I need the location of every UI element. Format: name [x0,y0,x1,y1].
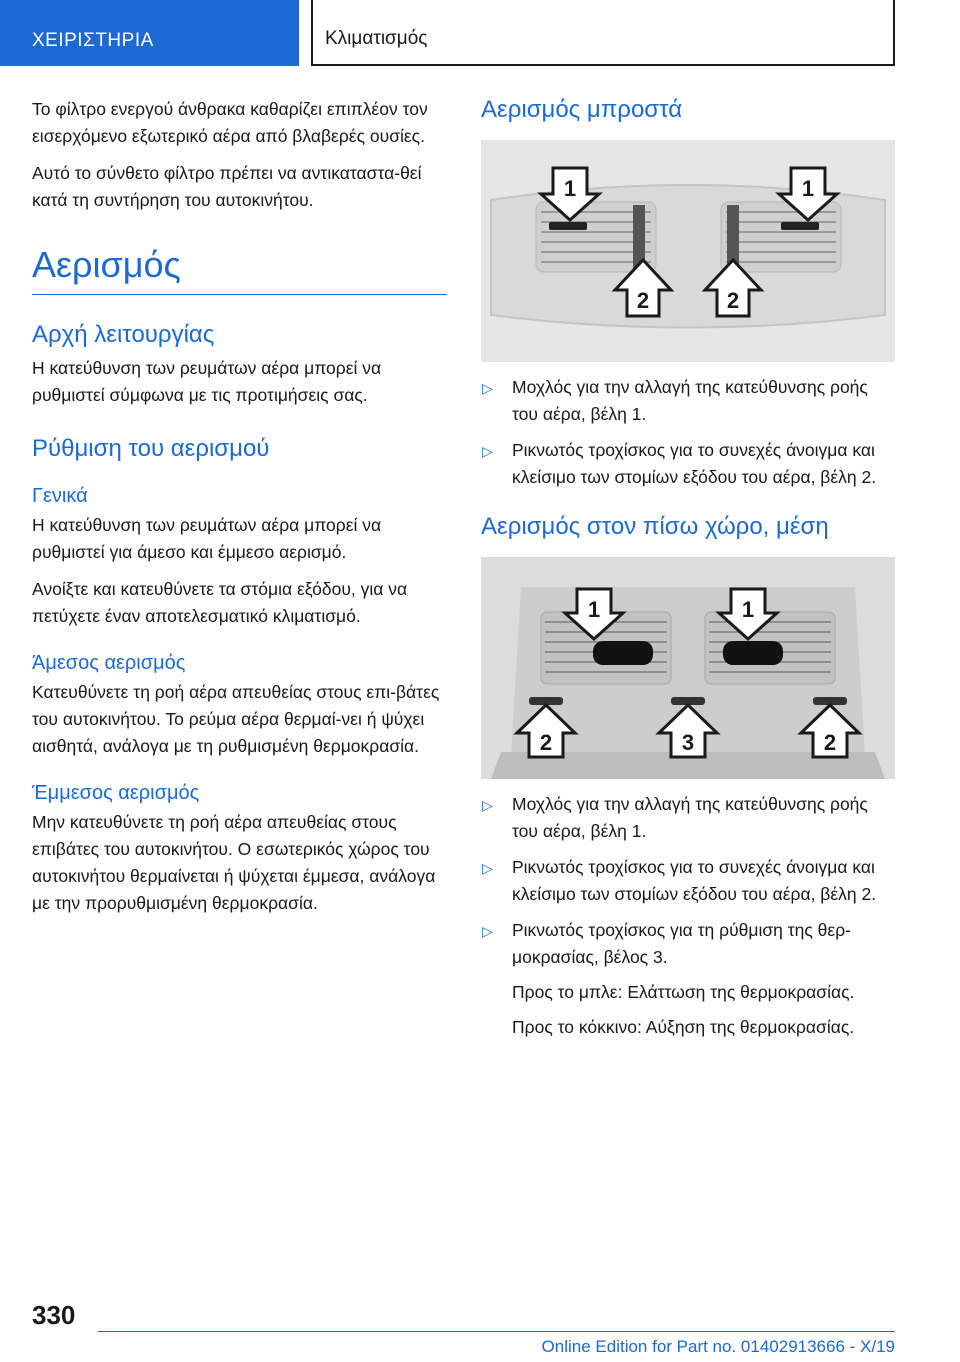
triangle-bullet-icon: ▷ [482,923,493,939]
intro-paragraph-1: Το φίλτρο ενεργού άνθρακα καθαρίζει επιπλέον τον εισερχόμενο εξωτερικό αέρα από βλαβερές ουσίες. [32,99,428,146]
page-header [0,0,960,66]
indirect-text: Μην κατευθύνετε τη ροή αέρα απευθείας στους επιβάτες του αυτοκινήτου. Ο εσωτερικός χώρος του αυτοκινήτου θερμαίνεται ή ψύχεται έμμεσα, ανάλογα με την προρυθμισμένη θερμοκρασία. [32,812,436,913]
chapter-tab: Κλιματισμός [311,0,895,66]
callout-label-1-right: 1 [741,597,755,622]
intro-paragraph-2: Αυτό το σύνθετο φίλτρο πρέπει να αντικαταστα-θεί κατά τη συντήρηση του αυτοκινήτου. [32,163,422,210]
left-vent [536,202,656,272]
right-vent [721,202,841,272]
list-item: ▷ Ρικνωτός τροχίσκος για το συνεχές άνοιγμα και κλείσιμο των στομίων εξόδου του αέρα, βέλη 2. [482,440,877,487]
temperature-increase-note: Προς το κόκκινο: Αύξηση της θερμοκρασίας. [512,1017,855,1037]
callout-label-1-left: 1 [563,176,577,201]
front-steps-list [481,374,895,491]
adjust-heading: Ρύθμιση του αερισμού [32,435,270,462]
footer-divider [98,1331,895,1332]
front-vents-figure [481,140,895,362]
list-item: ▷ Ρικνωτός τροχίσκος για το συνεχές άνοιγμα και κλείσιμο των στομίων εξόδου του αέρα, βέλη 2. [482,857,877,904]
callout-label-2-right: 2 [726,288,740,313]
indirect-heading: Έμμεσος αερισμός [32,782,200,804]
general-heading: Γενικά [32,485,88,507]
section-tab: ΧΕΙΡΙΣΤΗΡΙΑ [0,0,299,66]
rear-steps-list [481,791,895,1041]
right-column [481,96,895,1061]
callout-label-1-right: 1 [801,176,815,201]
rear-vents-figure [481,557,895,779]
temperature-decrease-note: Προς το μπλε: Ελάττωση της θερμοκρασίας. [512,982,855,1002]
triangle-bullet-icon: ▷ [482,380,493,396]
list-item: ▷ Μοχλός για την αλλαγή της κατεύθυνσης ροής του αέρα, βέλη 1. [482,794,868,841]
callout-label-2-left: 2 [636,288,650,313]
principle-heading: Αρχή λειτουργίας [32,321,215,348]
list-item: ▷ Ρικνωτός τροχίσκος για τη ρύθμιση της θερ-μοκρασίας, βέλος 3. Προς το μπλε: Ελάττωση της θερμοκρασίας. Προς το κόκκινο: Αύξηση της θερμοκρασίας. [481,917,895,1041]
general-text-2: Ανοίξτε και κατευθύνετε τα στόμια εξόδου, για να πετύχετε έναν αποτελεσματικό κλιματισμό. [32,579,408,626]
triangle-bullet-icon: ▷ [482,860,493,876]
triangle-bullet-icon: ▷ [482,797,493,813]
general-text-1: Η κατεύθυνση των ρευμάτων αέρα μπορεί να ρυθμιστεί για άμεσο και έμμεσο αερισμό. [32,515,382,562]
footer-edition-text: Online Edition for Part no. 01402913666 - X/19 [541,1337,895,1356]
callout-label-2-left: 2 [539,730,553,755]
ventilation-heading: Αερισμός [32,244,447,295]
rear-ventilation-heading: Αερισμός στον πίσω χώρο, μέση [481,513,829,540]
left-column [32,96,447,927]
principle-text: Η κατεύθυνση των ρευμάτων αέρα μπορεί να ρυθμιστεί σύμφωνα με τις προτιμήσεις σας. [32,358,382,405]
direct-heading: Άμεσος αερισμός [32,652,186,674]
page-number: 330 [32,1300,76,1330]
callout-label-1-left: 1 [587,597,601,622]
triangle-bullet-icon: ▷ [482,443,493,459]
list-item: ▷ Μοχλός για την αλλαγή της κατεύθυνσης ροής του αέρα, βέλη 1. [482,377,868,424]
direct-text: Κατευθύνετε τη ροή αέρα απευθείας στους επι-βάτες του αυτοκινήτου. Το ρεύμα αέρα θερμαί-νει ή ψύχει αισθητά, ανάλογα με τη ρυθμισμένη θερμοκρασία. [32,682,440,756]
rear-right-vent [705,612,835,684]
front-ventilation-heading: Αερισμός μπροστά [481,96,683,123]
callout-label-3-center: 3 [681,730,695,755]
callout-label-2-right: 2 [823,730,837,755]
